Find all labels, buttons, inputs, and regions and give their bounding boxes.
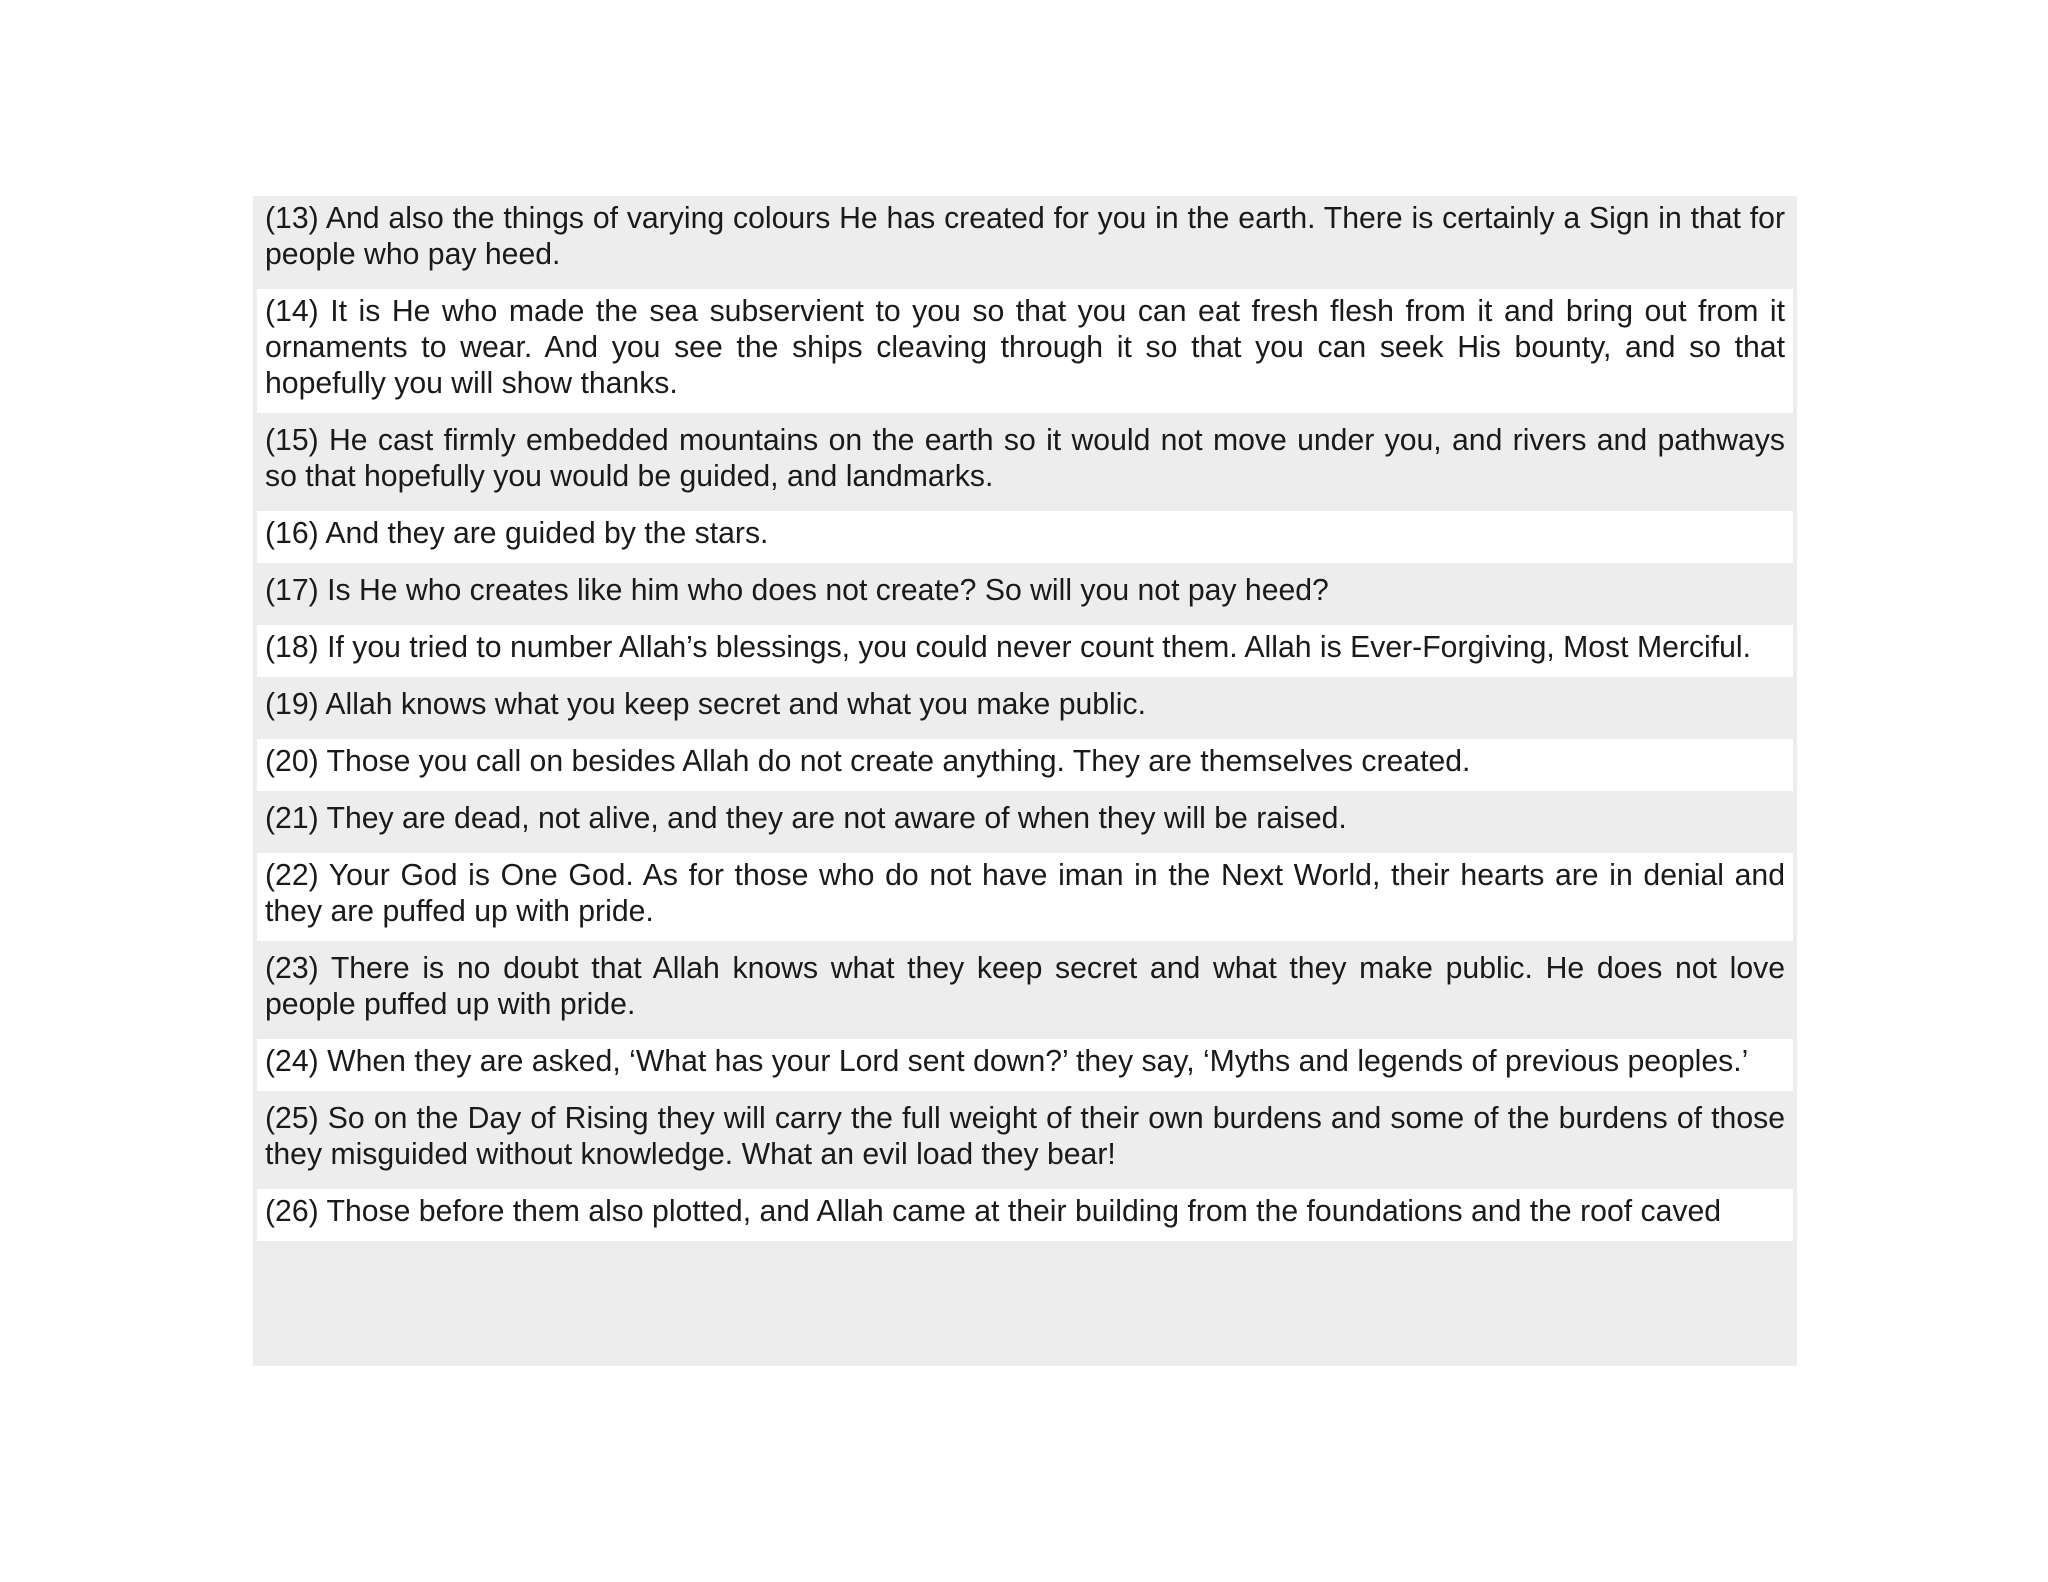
verse-row: (17) Is He who creates like him who does not create? So will you not pay heed? bbox=[257, 568, 1793, 620]
verse-row: (19) Allah knows what you keep secret and what you make public. bbox=[257, 682, 1793, 734]
verse-row: (25) So on the Day of Rising they will carry the full weight of their own burdens and some of the burdens of those they misguided without knowledge. What an evil load they bear! bbox=[257, 1096, 1793, 1184]
verse-row: (14) It is He who made the sea subservient to you so that you can eat fresh flesh from it and bring out from it ornaments to wear. And you see the ships cleaving through it so that you can seek His bounty, and so that hopefully you will show thanks. bbox=[257, 289, 1793, 413]
verse-row: (23) There is no doubt that Allah knows what they keep secret and what they make public. He does not love people puffed up with pride. bbox=[257, 946, 1793, 1034]
verse-row: (24) When they are asked, ‘What has your Lord sent down?’ they say, ‘Myths and legends of previous peoples.’ bbox=[257, 1039, 1793, 1091]
verse-row: (20) Those you call on besides Allah do not create anything. They are themselves created. bbox=[257, 739, 1793, 791]
verse-row: (18) If you tried to number Allah’s blessings, you could never count them. Allah is Ever-Forgiving, Most Merciful. bbox=[257, 625, 1793, 677]
verse-row: (15) He cast firmly embedded mountains on the earth so it would not move under you, and rivers and pathways so that hopefully you would be guided, and landmarks. bbox=[257, 418, 1793, 506]
verse-row: (26) Those before them also plotted, and Allah came at their building from the foundations and the roof caved bbox=[257, 1189, 1793, 1241]
verse-row: (22) Your God is One God. As for those who do not have iman in the Next World, their hearts are in denial and they are puffed up with pride. bbox=[257, 853, 1793, 941]
verse-table bbox=[253, 196, 1797, 1366]
verse-row: (16) And they are guided by the stars. bbox=[257, 511, 1793, 563]
verse-row: (13) And also the things of varying colours He has created for you in the earth. There is certainly a Sign in that for people who pay heed. bbox=[257, 196, 1793, 284]
verse-row: (21) They are dead, not alive, and they are not aware of when they will be raised. bbox=[257, 796, 1793, 848]
